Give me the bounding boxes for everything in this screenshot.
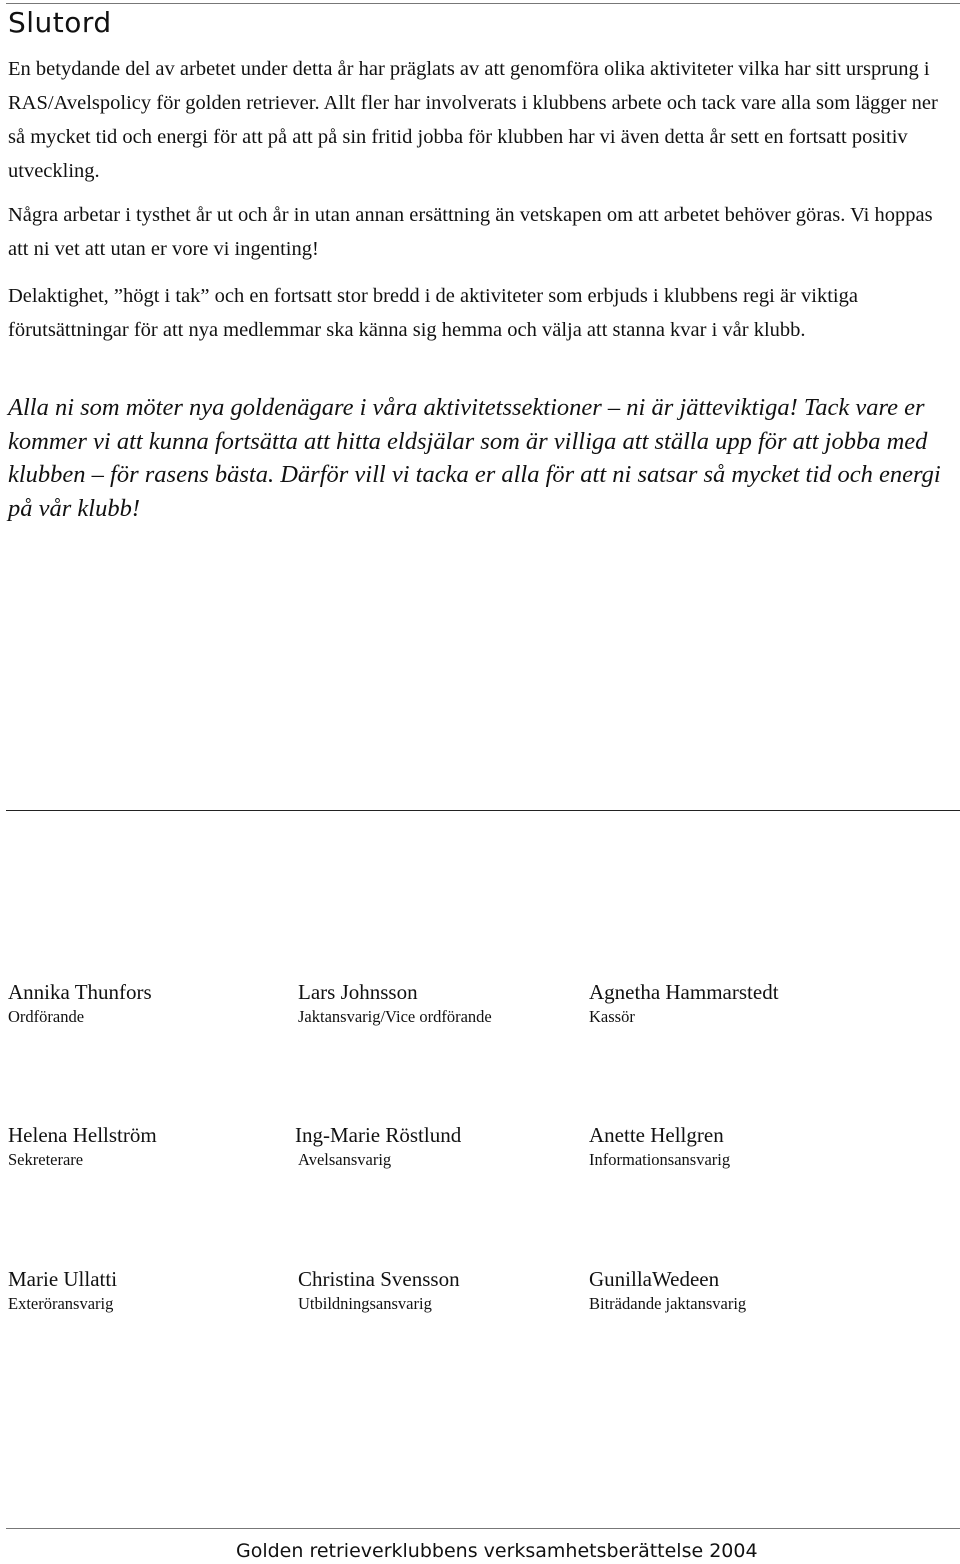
signature-block [8, 979, 298, 1028]
signature-name: Christina Svensson [298, 1267, 460, 1291]
signature-block [298, 979, 588, 1028]
signature-role: Sekreterare [8, 1150, 84, 1169]
signature-role: Exteröransvarig [8, 1294, 114, 1313]
signature-name: Lars Johnsson [298, 980, 418, 1004]
signature-name: Anette Hellgren [589, 1123, 724, 1147]
signature-name: Ing-Marie Röstlund [295, 1123, 462, 1147]
signature-role: Kassör [589, 1007, 635, 1026]
signature-block [298, 1266, 588, 1315]
signature-role: Jaktansvarig/Vice ordförande [298, 1007, 492, 1026]
signature-role: Ordförande [8, 1007, 85, 1026]
paragraph: En betydande del av arbetet under detta år har präglats av att genomföra olika aktiviteter vilka har sitt ursprung i RAS/Avelspolicy för golden retriever. Allt fler har involverats i klubbens arbete och tack vare alla som lägger ner så mycket tid och energi för att på att på sin fritid jobba för klubben har vi även detta år sett en fortsatt positiv utveckling. [8, 58, 938, 182]
signature-role: Informationsansvarig [589, 1150, 731, 1169]
signature-role: Utbildningsansvarig [298, 1294, 432, 1313]
signature-name: Marie Ullatti [8, 1267, 118, 1291]
signature-name: GunillaWedeen [589, 1267, 720, 1291]
section-heading: Slutord [8, 6, 112, 39]
italic-closing-paragraph: Alla ni som möter nya goldenägare i våra aktivitetssektioner – ni är jätteviktiga! Tack vare er kommer vi att kunna fortsätta att hitta eldsjälar som är villiga att ställa upp för att jobba med klubben – för rasens bästa. Därför vill vi tacka er alla för att ni satsar så mycket tid och energi på vår klubb! [8, 394, 941, 522]
page-footer: Golden retrieverklubbens verksamhetsberättelse 2004 [236, 1540, 758, 1562]
signature-role: Biträdande jaktansvarig [589, 1294, 747, 1313]
signature-block [295, 1122, 585, 1171]
signature-name: Helena Hellström [8, 1123, 157, 1147]
signature-name: Annika Thunfors [8, 980, 152, 1004]
top-divider [6, 3, 960, 4]
signature-name: Agnetha Hammarstedt [589, 980, 779, 1004]
signature-block [589, 979, 879, 1028]
signature-block [8, 1122, 298, 1171]
paragraph: Delaktighet, ”högt i tak” och en fortsatt stor bredd i de aktiviteter som erbjuds i klubbens regi är viktiga förutsättningar för att nya medlemmar ska känna sig hemma och välja att stanna kvar i vår klubb. [8, 285, 858, 341]
signature-role: Avelsansvarig [298, 1150, 392, 1169]
footer-divider [6, 1528, 960, 1529]
paragraph: Några arbetar i tysthet år ut och år in utan annan ersättning än vetskapen om att arbetet behöver göras. Vi hoppas att ni vet att utan er vore vi ingenting! [8, 204, 933, 260]
signature-block [8, 1266, 298, 1315]
signature-divider [6, 810, 960, 811]
signature-block [589, 1122, 879, 1171]
signature-block [589, 1266, 879, 1315]
